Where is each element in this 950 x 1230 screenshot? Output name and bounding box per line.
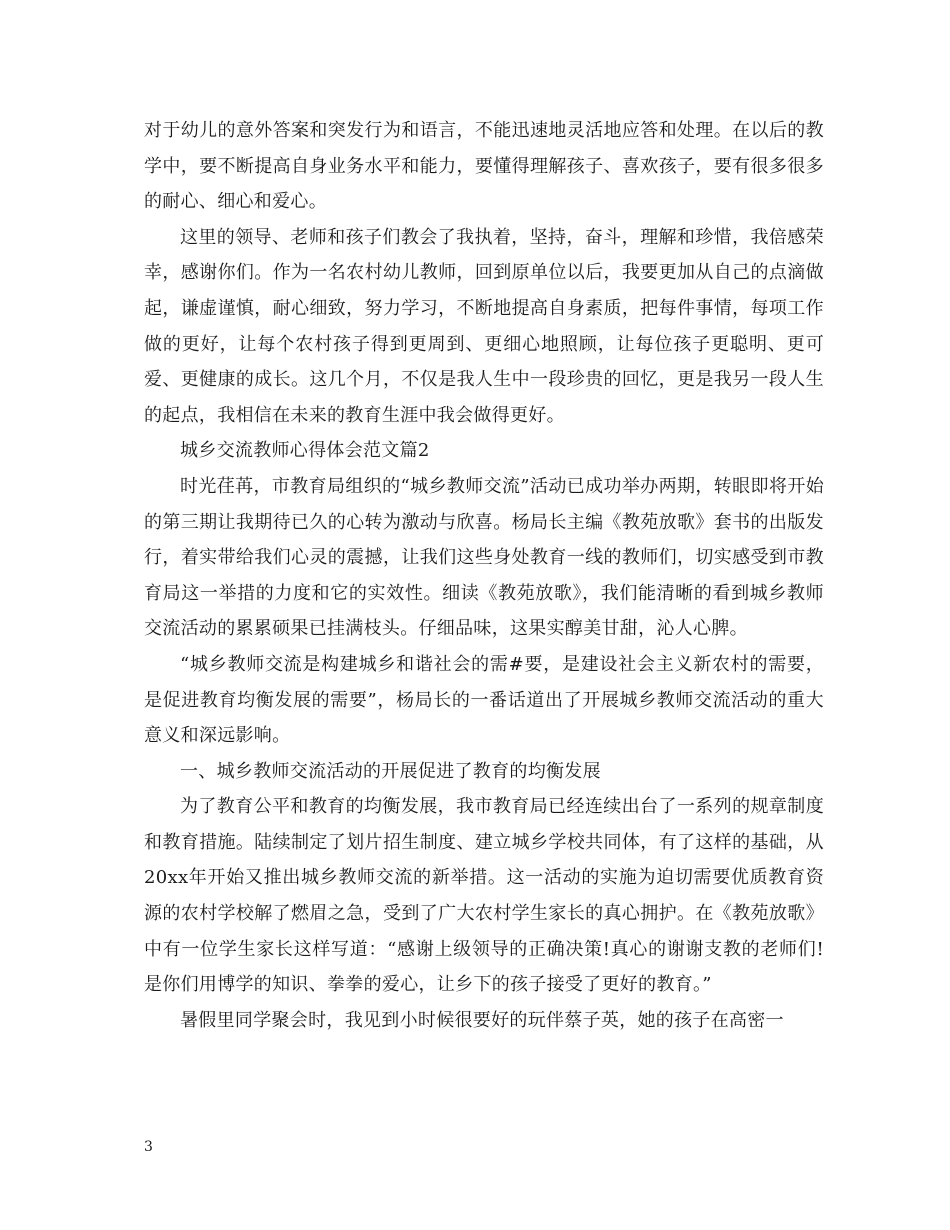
- paragraph: 这里的领导、老师和孩子们教会了我执着，坚持，奋斗，理解和珍惜，我倍感荣幸，感谢你们。作为一名农村幼儿教师，回到原单位以后，我要更加从自己的点滴做起，谦虚谨慎，耐心细致，努力学习，不断地提高自身素质，把每件事情，每项工作做的更好，让每个农村孩子得到更周到、更细心地照顾，让每位孩子更聪明、更可爱、更健康的成长。这几个月，不仅是我人生中一段珍贵的回忆，更是我另一段人生的起点，我相信在未来的教育生涯中我会做得更好。: [144, 226, 824, 426]
- section-heading: 城乡交流教师心得体会范文篇2: [180, 440, 430, 462]
- page-number: 3: [144, 1139, 153, 1155]
- subsection-heading: 一、城乡教师交流活动的开展促进了教育的均衡发展: [180, 760, 601, 782]
- paragraph: 时光荏苒，市教育局组织的“城乡教师交流”活动已成功举办两期，转眼即将开始的第三期让我期待已久的心转为激动与欣喜。杨局长主编《教苑放歌》套书的出版发行，着实带给我们心灵的震撼，让我们这些身处教育一线的教师们，切实感受到市教育局这一举措的力度和它的实效性。细读《教苑放歌》，我们能清晰的看到城乡教师交流活动的累累硕果已挂满枝头。仔细品味，这果实醇美甘甜，沁人心脾。: [144, 475, 824, 640]
- paragraph: 为了教育公平和教育的均衡发展，我市教育局已经连续出台了一系列的规章制度和教育措施。陆续制定了划片招生制度、建立城乡学校共同体，有了这样的基础，从20xx年开始又推出城乡教师交流的新举措。这一活动的实施为迫切需要优质教育资源的农村学校解了燃眉之急，受到了广大农村学生家长的真心拥护。在《教苑放歌》中有一位学生家长这样写道：“感谢上级领导的正确决策!真心的谢谢支教的老师们!是你们用博学的知识、拳拳的爱心，让乡下的孩子接受了更好的教育。”: [144, 796, 824, 996]
- paragraph: 暑假里同学聚会时，我见到小时候很要好的玩伴蔡子英，她的孩子在高密一: [180, 1009, 784, 1031]
- paragraph: 对于幼儿的意外答案和突发行为和语言，不能迅速地灵活地应答和处理。在以后的教学中，要不断提高自身业务水平和能力，要懂得理解孩子、喜欢孩子，要有很多很多的耐心、细心和爱心。: [144, 120, 824, 213]
- document-body: [144, 113, 824, 1038]
- paragraph: “城乡教师交流是构建城乡和谐社会的需#要，是建设社会主义新农村的需要，是促进教育均衡发展的需要”，杨局长的一番话道出了开展城乡教师交流活动的重大意义和深远影响。: [144, 653, 824, 747]
